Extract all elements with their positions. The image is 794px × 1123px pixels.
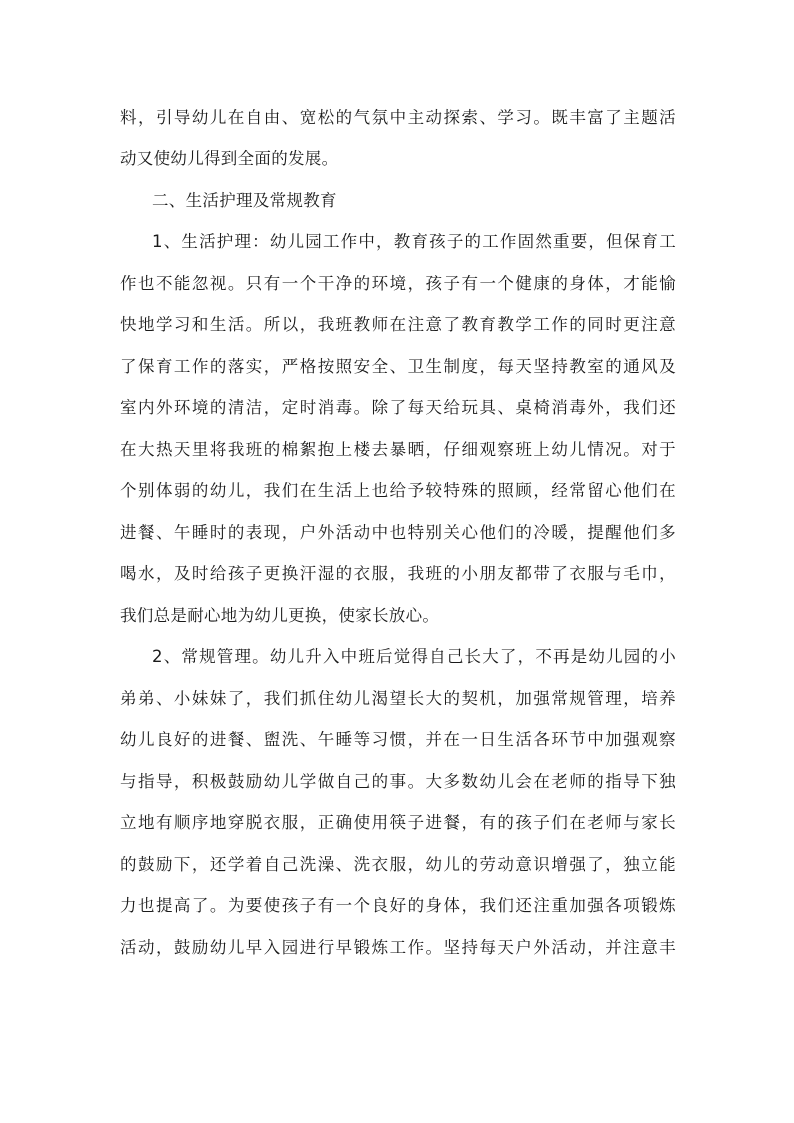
paragraph-line: 动又使幼儿得到全面的发展。 xyxy=(120,149,339,168)
paragraph-line: 料，引导幼儿在自由、宽松的气氛中主动探索、学习。既丰富了主题活 xyxy=(120,108,676,127)
paragraph-line: 喝水，及时给孩子更换汗湿的衣服，我班的小朋友都带了衣服与毛巾， xyxy=(120,564,676,583)
section-heading: 二、生活护理及常规教育 xyxy=(152,191,337,210)
paragraph-line: 室内外环境的清洁，定时消毒。除了每天给玩具、桌椅消毒外，我们还 xyxy=(120,398,676,417)
paragraph-line: 1、生活护理：幼儿园工作中，教育孩子的工作固然重要，但保育工 xyxy=(152,232,676,251)
paragraph-line: 在大热天里将我班的棉絮抱上楼去暴晒，仔细观察班上幼儿情况。对于 xyxy=(120,440,676,459)
paragraph-line: 与指导，积极鼓励幼儿学做自己的事。大多数幼儿会在老师的指导下独 xyxy=(120,772,676,791)
paragraph-line: 立地有顺序地穿脱衣服，正确使用筷子进餐，有的孩子们在老师与家长 xyxy=(120,813,676,832)
paragraph-line: 个别体弱的幼儿，我们在生活上也给予较特殊的照顾，经常留心他们在 xyxy=(120,481,676,500)
paragraph-line: 幼儿良好的进餐、盥洗、午睡等习惯，并在一日生活各环节中加强观察 xyxy=(120,730,676,749)
paragraph-line: 进餐、午睡时的表现，户外活动中也特别关心他们的冷暖，提醒他们多 xyxy=(120,523,676,542)
paragraph-line: 的鼓励下，还学着自己洗澡、洗衣服，幼儿的劳动意识增强了，独立能 xyxy=(120,855,676,874)
paragraph-line: 快地学习和生活。所以，我班教师在注意了教育教学工作的同时更注意 xyxy=(120,315,676,334)
paragraph-line: 作也不能忽视。只有一个干净的环境，孩子有一个健康的身体，才能愉 xyxy=(120,274,676,293)
paragraph-line: 活动，鼓励幼儿早入园进行早锻炼工作。坚持每天户外活动，并注意丰 xyxy=(120,938,676,957)
paragraph-line: 力也提高了。为要使孩子有一个良好的身体，我们还注重加强各项锻炼 xyxy=(120,896,676,915)
paragraph-line: 我们总是耐心地为幼儿更换，使家长放心。 xyxy=(120,606,440,625)
paragraph-line: 2、常规管理。幼儿升入中班后觉得自己长大了，不再是幼儿园的小 xyxy=(152,647,676,666)
paragraph-line: 了保育工作的落实，严格按照安全、卫生制度，每天坚持教室的通风及 xyxy=(120,357,676,376)
paragraph-line: 弟弟、小妹妹了，我们抓住幼儿渴望长大的契机，加强常规管理，培养 xyxy=(120,689,676,708)
